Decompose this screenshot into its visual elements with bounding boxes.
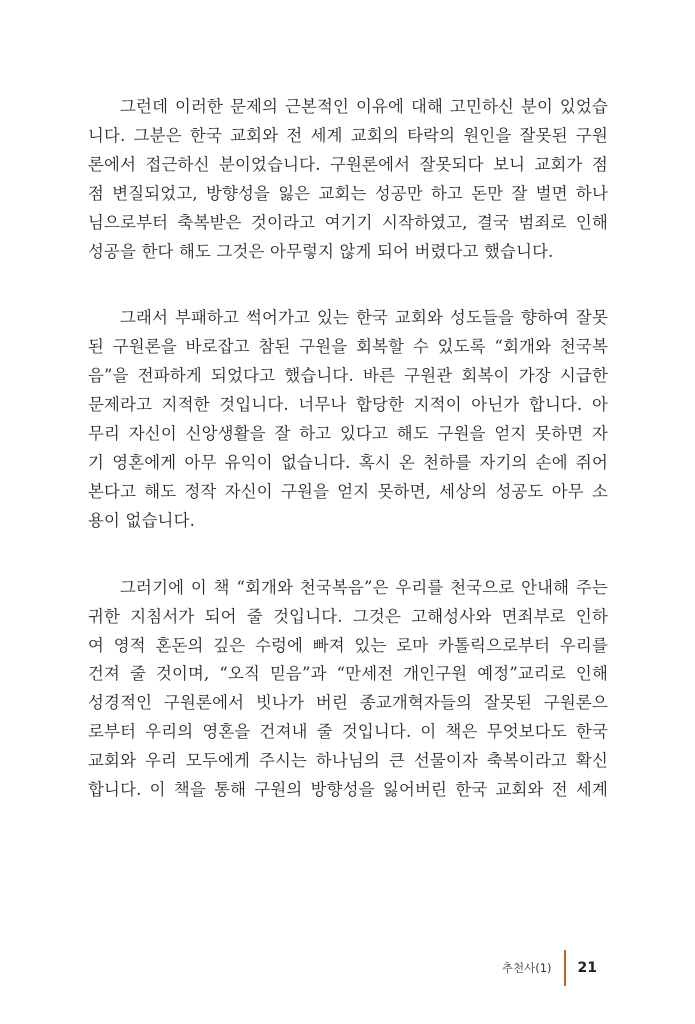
page-footer [502, 950, 597, 986]
text-line: 여 영적 혼돈의 깊은 수렁에 빠져 있는 로마 카톨릭으로부터 우리를 [88, 635, 608, 655]
text-line: 그러기에 이 책 “회개와 천국복음”은 우리를 천국으로 안내해 주는 [120, 577, 608, 597]
text-line: 니다. 그분은 한국 교회와 전 세계 교회의 타락의 원인을 잘못된 구원 [88, 125, 608, 145]
text-line: 님으로부터 축복받은 것이라고 여기기 시작하였고, 결국 범죄로 인해 [88, 212, 608, 232]
text-line: 귀한 지침서가 되어 줄 것입니다. 그것은 고해성사와 면죄부로 인하 [88, 606, 608, 626]
text-line: 본다고 해도 정작 자신이 구원을 얻지 못하면, 세상의 성공도 아무 소 [88, 481, 608, 501]
text-line: 음”을 전파하게 되었다고 했습니다. 바른 구원관 회복이 가장 시급한 [88, 366, 608, 386]
page-number: 21 [577, 960, 597, 976]
text-line: 합니다. 이 책을 통해 구원의 방향성을 잃어버린 한국 교회와 전 세계 [88, 780, 608, 800]
paragraph-2 [88, 304, 608, 535]
text-line: 교회와 우리 모두에게 주시는 하나님의 큰 선물이자 축복이라고 확신 [88, 751, 608, 771]
text-line: 문제라고 지적한 것입니다. 너무나 합당한 지적이 아닌가 합니다. 아 [88, 395, 608, 415]
text-line: 기 영혼에게 아무 유익이 없습니다. 혹시 온 천하를 자기의 손에 쥐어 [88, 452, 608, 472]
text-line: 점 변질되었고, 방향성을 잃은 교회는 성공만 하고 돈만 잘 벌면 하나 [88, 183, 608, 203]
running-title: 추천사(1) [501, 961, 552, 975]
text-line: 성경적인 구원론에서 빗나가 버린 종교개혁자들의 잘못된 구원론으 [88, 693, 608, 713]
paragraph-3 [88, 574, 608, 805]
text-line: 된 구원론을 바로잡고 참된 구원을 회복할 수 있도록 “회개와 천국복 [88, 337, 608, 357]
text-line: 그래서 부패하고 썩어가고 있는 한국 교회와 성도들을 향하여 잘못 [120, 308, 608, 328]
footer-divider [564, 950, 566, 986]
text-line: 론에서 접근하신 분이었습니다. 구원론에서 잘못되다 보니 교회가 점 [88, 154, 608, 174]
body-text [88, 93, 608, 843]
text-line: 무리 자신이 신앙생활을 잘 하고 있다고 해도 구원을 얻지 못하면 자 [88, 424, 608, 444]
text-line: 건져 줄 것이며, “오직 믿음”과 “만세전 개인구원 예정”교리로 인해 [88, 664, 608, 684]
text-line: 로부터 우리의 영혼을 건져내 줄 것입니다. 이 책은 무엇보다도 한국 [88, 722, 608, 742]
text-line: 그런데 이러한 문제의 근본적인 이유에 대해 고민하신 분이 있었습 [120, 97, 608, 116]
text-line: 용이 없습니다. [88, 510, 196, 530]
paragraph-1 [88, 93, 608, 266]
text-line: 성공을 한다 해도 그것은 아무렇지 않게 되어 버렸다고 했습니다. [88, 241, 554, 261]
